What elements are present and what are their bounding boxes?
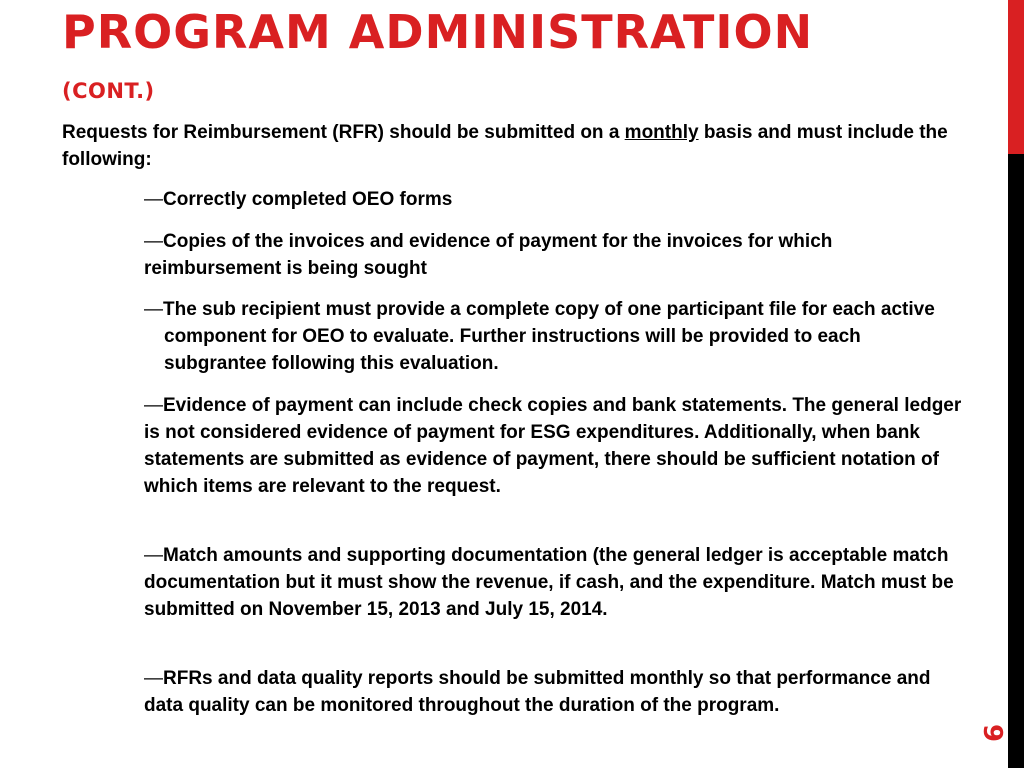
intro-text-start: Requests for Reimbursement (RFR) should be submitted on a [62,122,625,143]
dash-marker-icon: — [144,189,163,210]
dash-marker-icon: — [144,231,163,252]
accent-bar-red [1008,0,1024,154]
dash-marker-icon: — [144,668,163,689]
dash-marker-icon: — [144,299,163,320]
bullet-item [144,186,964,213]
bullet-text: Match amounts and supporting documentation (the general ledger is acceptable match documentation but it must show the revenue, if cash, and the expenditure. Match must be submitted on November 15, 2013 and July 15, 2014. [144,545,954,620]
bullet-item [144,542,964,623]
bullet-item [144,665,964,719]
bullet-item [144,228,964,282]
slide-subtitle: (CONT.) [62,79,155,103]
intro-paragraph [62,119,962,173]
intro-underlined-word: monthly [624,122,699,143]
bullet-text: RFRs and data quality reports should be submitted monthly so that performance and data quality can be monitored throughout the duration of the program. [144,668,931,716]
dash-marker-icon: — [144,395,163,416]
bullet-item [144,296,964,377]
bullet-text: Copies of the invoices and evidence of payment for the invoices for which reimbursement is being sought [144,231,833,279]
slide-number: 9 [977,723,1007,743]
bullet-text: Evidence of payment can include check copies and bank statements. The general ledger is not considered evidence of payment for ESG expenditures. Additionally, when bank statements are submitted as evidence of payment, there should be sufficient notation of which items are relevant to the request. [144,395,962,497]
bullet-item [144,392,964,500]
dash-marker-icon: — [144,545,163,566]
accent-bar-black [1008,154,1024,768]
intro-text-end: basis and must include the following: [62,122,948,170]
bullet-text: The sub recipient must provide a complete copy of one participant file for each active component for OEO to evaluate. Further instructions will be provided to each subgrantee following this evaluation. [163,299,935,374]
slide-title: PROGRAM ADMINISTRATION [62,5,814,59]
bullet-text: Correctly completed OEO forms [163,189,453,210]
